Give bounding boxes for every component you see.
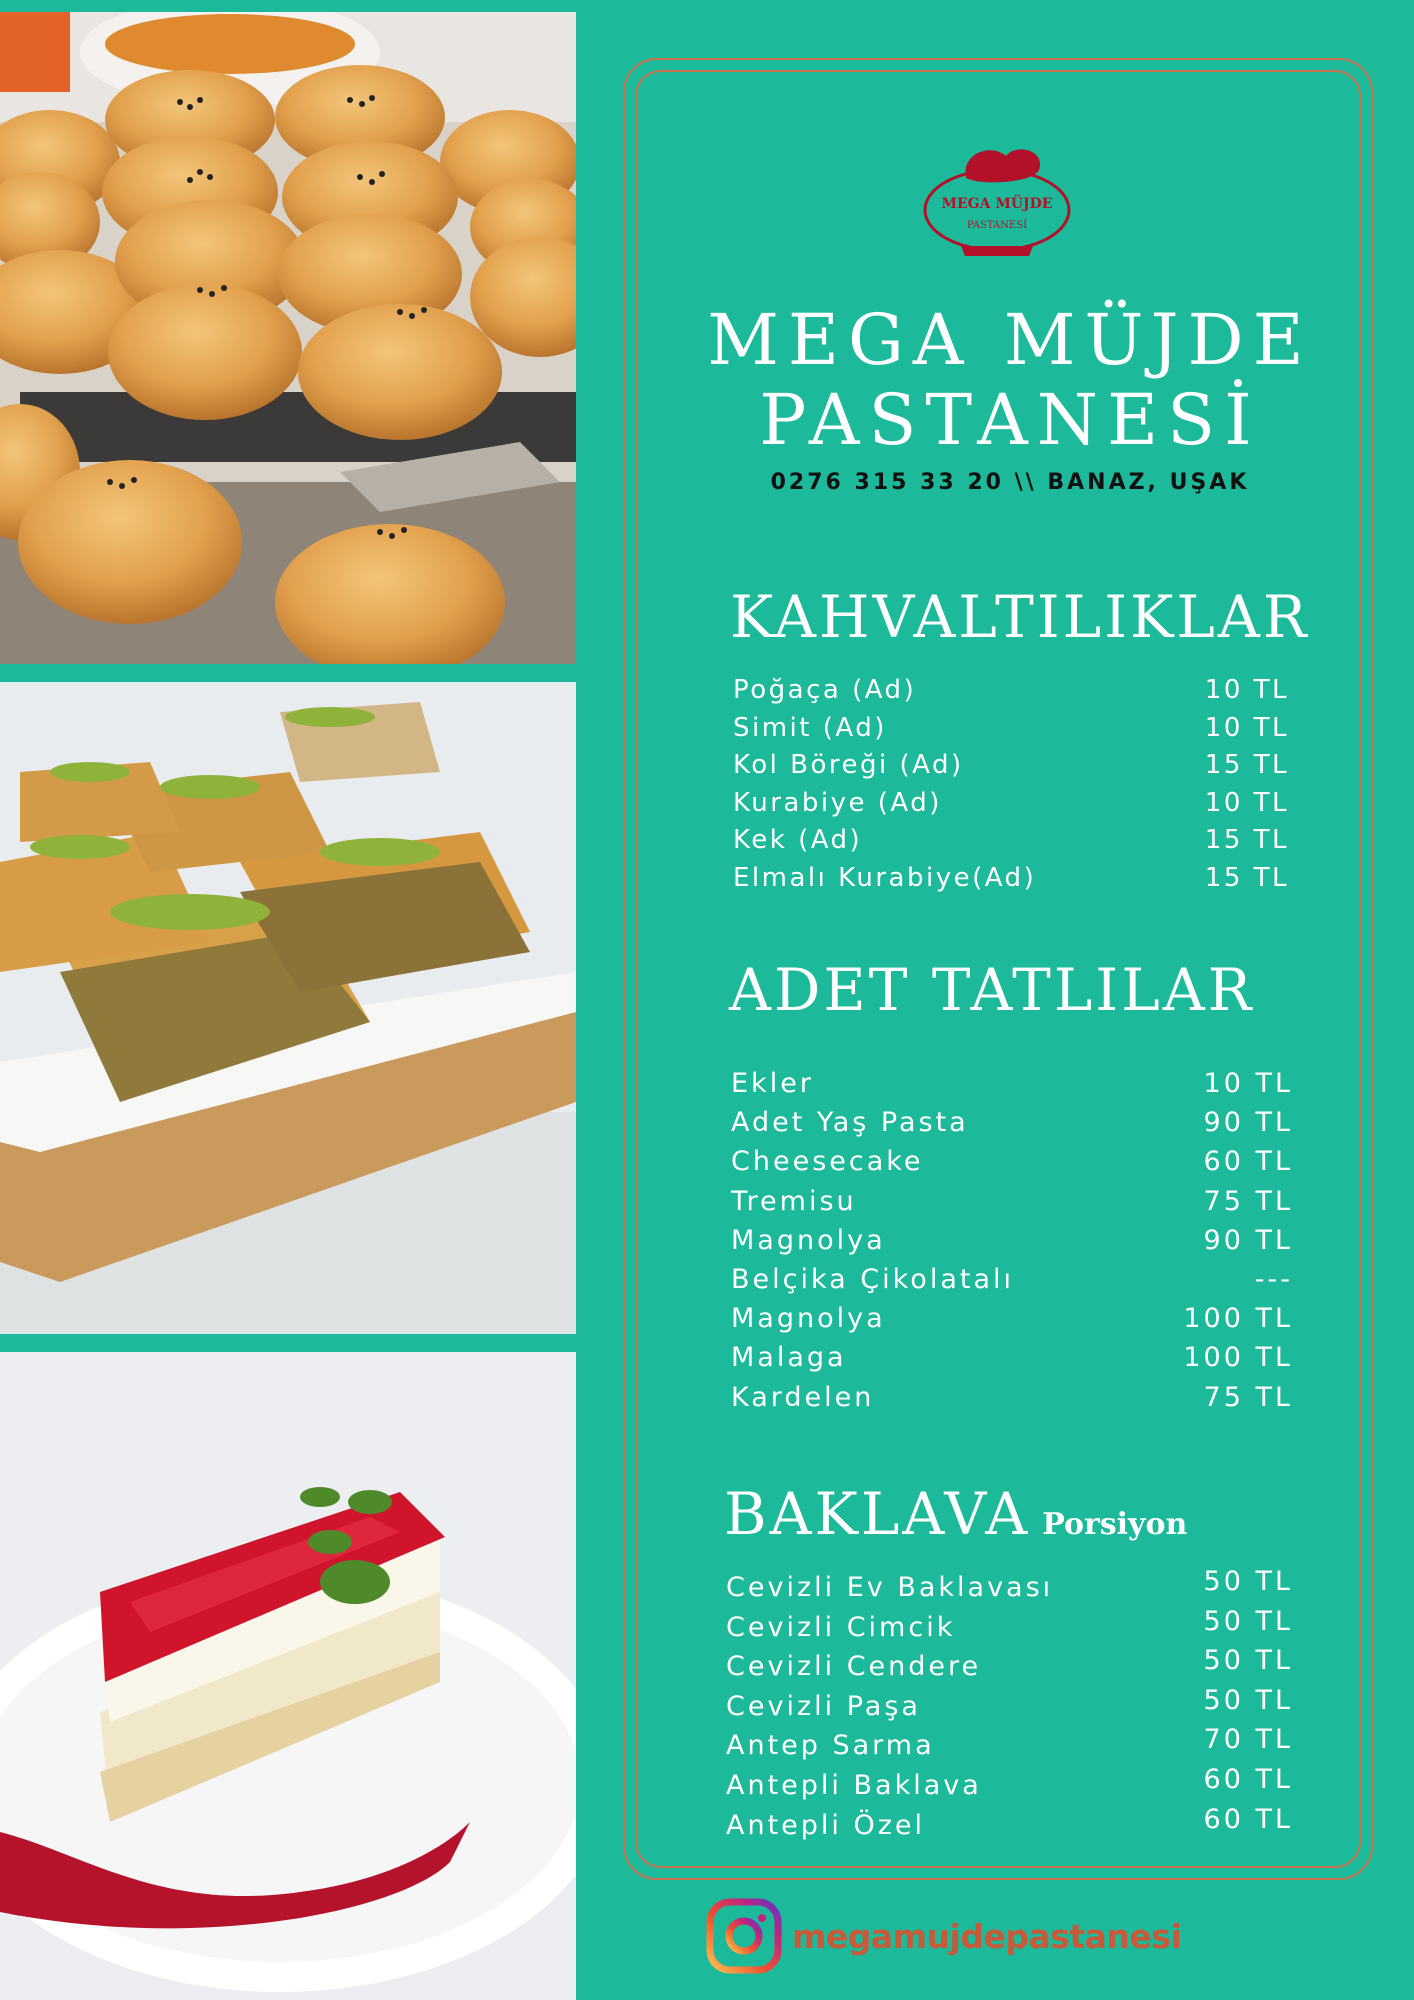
photo-pogaca xyxy=(0,12,576,664)
menu-item xyxy=(731,1103,1293,1142)
item-price: 75 TL xyxy=(1203,1381,1293,1413)
section-title-adet-tatlilar: ADET TATLILAR xyxy=(729,956,1255,1024)
item-price: 50 TL xyxy=(1203,1684,1293,1716)
item-name: Antepli Özel xyxy=(726,1809,926,1841)
menu-item xyxy=(733,747,1289,785)
photo-cheesecake xyxy=(0,1352,576,2000)
item-price: 90 TL xyxy=(1203,1107,1293,1139)
item-price: 100 TL xyxy=(1183,1303,1293,1335)
item-name: Ekler xyxy=(731,1068,814,1099)
menu-item xyxy=(733,672,1289,710)
item-name: Kek (Ad) xyxy=(733,825,863,856)
item-name: Magnolya xyxy=(731,1224,886,1256)
item-price: 15 TL xyxy=(1204,825,1289,856)
item-price: 10 TL xyxy=(1204,712,1289,743)
item-price: 60 TL xyxy=(1203,1763,1293,1795)
item-name: Malaga xyxy=(731,1342,847,1374)
item-name: Antep Sarma xyxy=(726,1730,935,1762)
item-price: 10 TL xyxy=(1204,787,1289,818)
menu-item xyxy=(731,1142,1293,1181)
item-name: Cevizli Cimcik xyxy=(726,1611,956,1643)
menu-item xyxy=(733,785,1289,823)
item-price: 10 TL xyxy=(1204,675,1289,705)
brand-logo xyxy=(921,138,1073,258)
item-price: 60 TL xyxy=(1203,1803,1293,1835)
menu-item xyxy=(726,1803,1293,1846)
menu-item xyxy=(731,1064,1293,1103)
item-price: 100 TL xyxy=(1183,1342,1293,1374)
item-name: Cevizli Ev Baklavası xyxy=(726,1572,1054,1603)
item-price: 15 TL xyxy=(1204,862,1289,893)
menu-item xyxy=(731,1260,1293,1299)
item-name: Elmalı Kurabiye(Ad) xyxy=(733,862,1037,893)
item-price: 15 TL xyxy=(1204,750,1289,781)
instagram-handle[interactable]: megamujdepastanesi xyxy=(792,1916,1182,1956)
menu-item xyxy=(731,1299,1293,1338)
section-title-baklava xyxy=(724,1482,1187,1557)
menu-kahvaltiliklar xyxy=(733,672,1289,898)
item-name: Cevizli Paşa xyxy=(726,1690,921,1722)
logo-text: MEGA MÜJDE xyxy=(941,196,1053,212)
item-name: Adet Yaş Pasta xyxy=(731,1107,969,1139)
photo-baklava xyxy=(0,682,576,1334)
section-subtitle-porsiyon: Porsiyon xyxy=(1042,1507,1188,1542)
contact-info: 0276 315 33 20 \\ BANAZ, UŞAK xyxy=(770,470,1250,495)
item-price: 90 TL xyxy=(1203,1224,1293,1256)
item-price: 75 TL xyxy=(1203,1185,1293,1217)
menu-baklava xyxy=(726,1568,1293,1845)
item-name: Cevizli Cendere xyxy=(726,1651,982,1683)
item-name: Cheesecake xyxy=(731,1146,924,1178)
item-price: 10 TL xyxy=(1203,1068,1293,1099)
item-name: Belçika Çikolatalı xyxy=(731,1263,1014,1295)
item-name: Antepli Baklava xyxy=(726,1769,982,1801)
section-title-kahvaltiliklar: KAHVALTILIKLAR xyxy=(730,583,1310,651)
item-price: 60 TL xyxy=(1203,1146,1293,1178)
item-name: Simit (Ad) xyxy=(733,712,887,743)
menu-item xyxy=(731,1221,1293,1260)
social-link[interactable] xyxy=(706,1898,1181,1974)
item-price: 50 TL xyxy=(1203,1605,1293,1637)
menu-adet-tatlilar xyxy=(731,1064,1293,1417)
menu-item xyxy=(733,822,1289,860)
menu-item xyxy=(731,1182,1293,1221)
item-name: Kurabiye (Ad) xyxy=(733,787,942,818)
item-name: Tremisu xyxy=(731,1185,857,1217)
menu-item xyxy=(733,710,1289,748)
item-price: 50 TL xyxy=(1203,1645,1293,1677)
item-name: Kol Böreği (Ad) xyxy=(733,750,964,781)
menu-item xyxy=(731,1378,1293,1417)
item-price: --- xyxy=(1254,1263,1293,1295)
instagram-icon xyxy=(706,1898,782,1974)
brand-title-line2: PASTANESİ xyxy=(759,379,1261,461)
menu-item xyxy=(733,860,1289,898)
item-price: 50 TL xyxy=(1203,1566,1293,1597)
logo-subtext: PASTANESİ xyxy=(966,220,1028,231)
item-name: Kardelen xyxy=(731,1381,875,1413)
item-name: Poğaça (Ad) xyxy=(733,675,917,705)
menu-item xyxy=(731,1338,1293,1377)
item-price: 70 TL xyxy=(1203,1724,1293,1756)
brand-title-line1: MEGA MÜJDE xyxy=(707,299,1313,381)
section-title-baklava-text: BAKLAVA xyxy=(724,1480,1031,1548)
item-name: Magnolya xyxy=(731,1303,886,1335)
